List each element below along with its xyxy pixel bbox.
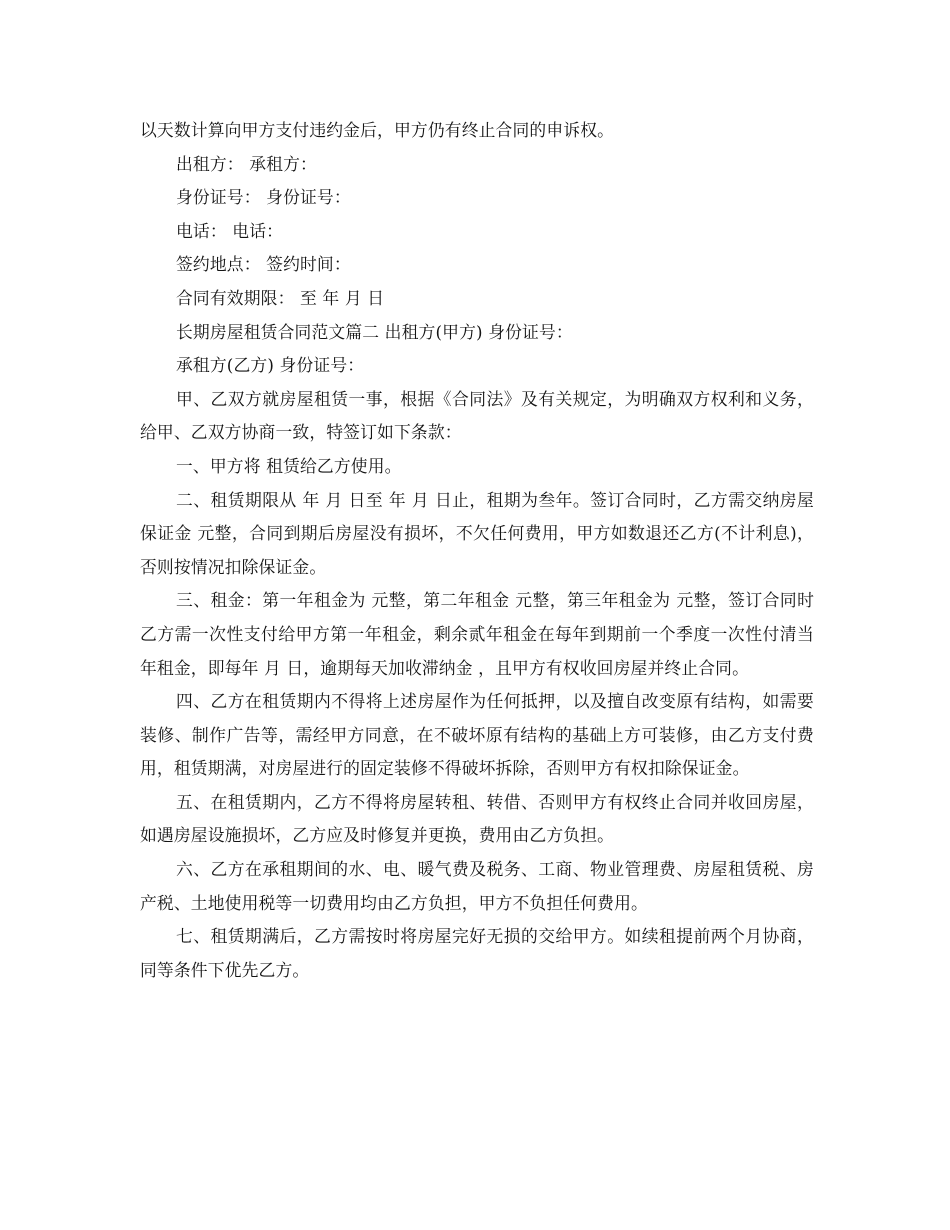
preamble-paragraph: 甲、乙双方就房屋租赁一事，根据《合同法》及有关规定，为明确双方权利和义务，给甲、乙双方协商一致，特签订如下条款： (140, 388, 814, 443)
clause-2: 二、租赁期限从 年 月 日至 年 月 日止，租期为叁年。签订合同时，乙方需交纳房屋保证金 元整，合同到期后房屋没有损坏，不欠任何费用，甲方如数退还乙方(不计利息)，否则按情况扣除保证金。 (140, 489, 814, 577)
clause-6: 六、乙方在承租期间的水、电、暖气费及税务、工商、物业管理费、房屋租赁税、房产税、土地使用税等一切费用均由乙方负担，甲方不负担任何费用。 (140, 859, 814, 913)
clause-4: 四、乙方在租赁期内不得将上述房屋作为任何抵押，以及擅自改变原有结构，如需要装修、制作广告等，需经甲方同意，在不破坏原有结构的基础上方可装修，由乙方支付费用，租赁期满，对房屋进行的固定装修不得破坏拆除，否则甲方有权扣除保证金。 (140, 691, 814, 779)
lessee-id-line: 承租方(乙方) 身份证号： (176, 355, 365, 376)
document-body (140, 114, 814, 987)
clause-5: 五、在租赁期内，乙方不得将房屋转租、转借、否则甲方有权终止合同并收回房屋，如遇房屋设施损坏，乙方应及时修复并更换，费用由乙方负担。 (140, 791, 814, 846)
clause-3: 三、租金：第一年租金为 元整，第二年租金 元整，第三年租金为 元整，签订合同时乙方需一次性支付给甲方第一年租金，剩余贰年租金在每年到期前一个季度一次性付清当年租金，即每年 月 日，逾期每天加收滞纳金 ，且甲方有权收回房屋并终止合同。 (140, 590, 814, 678)
contract-validity-line: 合同有效期限： 至 年 月 日 (176, 287, 385, 308)
signing-place-time-line: 签约地点： 签约时间： (176, 254, 351, 275)
phone-line: 电话： 电话： (176, 220, 284, 241)
clause-7: 七、租赁期满后，乙方需按时将房屋完好无损的交给甲方。如续租提前两个月协商，同等条件下优先乙方。 (140, 926, 814, 980)
section-two-heading-line: 长期房屋租赁合同范文篇二 出租方(甲方) 身份证号： (176, 321, 573, 342)
paragraph-continuation: 以天数计算向甲方支付违约金后，甲方仍有终止合同的申诉权。 (140, 120, 615, 140)
id-number-line: 身份证号： 身份证号： (176, 187, 351, 208)
clause-1: 一、甲方将 租赁给乙方使用。 (176, 455, 402, 476)
lessor-lessee-line: 出租方： 承租方： (176, 153, 317, 174)
